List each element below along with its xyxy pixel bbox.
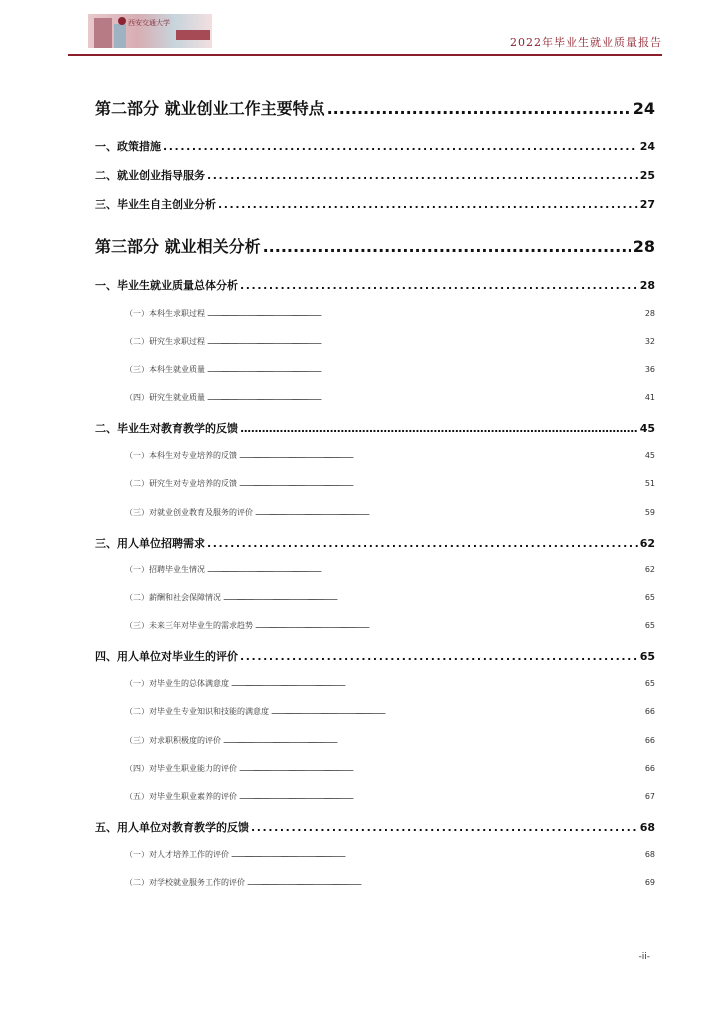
header-divider bbox=[68, 54, 662, 56]
logo-building-graphic-secondary bbox=[114, 24, 126, 48]
toc-leader-dots bbox=[207, 367, 643, 374]
toc-leader-dots bbox=[223, 738, 643, 745]
toc-leader-dots bbox=[239, 481, 643, 488]
toc-subentry[interactable] bbox=[125, 308, 655, 319]
toc-leader-dots bbox=[218, 198, 638, 211]
toc-entry-part-three[interactable] bbox=[95, 234, 655, 257]
logo-text: 西安交通大学 bbox=[128, 19, 170, 27]
logo-building-graphic bbox=[94, 18, 112, 48]
toc-leader-dots bbox=[207, 339, 643, 346]
toc-entry-title: 二、就业创业指导服务 bbox=[95, 169, 205, 182]
toc-subentry[interactable] bbox=[125, 735, 655, 746]
toc-entry-page: 68 bbox=[639, 821, 655, 834]
toc-entry-title: 一、毕业生就业质量总体分析 bbox=[95, 279, 238, 292]
toc-entry-title: 三、毕业生自主创业分析 bbox=[95, 198, 216, 211]
toc-leader-dots bbox=[207, 311, 643, 318]
toc-leader-dots bbox=[239, 766, 643, 773]
toc-entry-page: 62 bbox=[639, 537, 655, 550]
toc-entry-title: （五）对毕业生职业素养的评价 bbox=[125, 792, 237, 801]
toc-entry-title: 第三部分 就业相关分析 bbox=[95, 237, 261, 256]
toc-entry[interactable] bbox=[95, 420, 655, 436]
toc-subentry[interactable] bbox=[125, 877, 655, 888]
toc-entry[interactable] bbox=[95, 196, 655, 212]
toc-entry-title: （一）招聘毕业生情况 bbox=[125, 565, 205, 574]
toc-subentry[interactable] bbox=[125, 763, 655, 774]
toc-leader-dots bbox=[207, 169, 638, 182]
toc-subentry[interactable] bbox=[125, 564, 655, 575]
toc-entry-page: 41 bbox=[644, 393, 655, 402]
toc-entry-page: 65 bbox=[639, 650, 655, 663]
toc-entry-title: （一）对毕业生的总体满意度 bbox=[125, 679, 229, 688]
toc-entry-page: 51 bbox=[644, 479, 655, 488]
toc-leader-dots bbox=[240, 650, 638, 663]
toc-entry[interactable] bbox=[95, 277, 655, 293]
logo-gate-graphic bbox=[176, 30, 210, 40]
toc-entry-page: 25 bbox=[639, 169, 655, 182]
toc-subentry[interactable] bbox=[125, 336, 655, 347]
toc-entry-page: 27 bbox=[639, 198, 655, 211]
toc-leader-dots bbox=[255, 510, 643, 517]
toc-entry-page: 66 bbox=[644, 764, 655, 773]
toc-subentry[interactable] bbox=[125, 706, 655, 717]
toc-entry-title: 四、用人单位对毕业生的评价 bbox=[95, 650, 238, 663]
toc-entry-page: 36 bbox=[644, 365, 655, 374]
toc-entry-title: （一）对人才培养工作的评价 bbox=[125, 850, 229, 859]
toc-subentry[interactable] bbox=[125, 678, 655, 689]
toc-entry-title: （四）对毕业生职业能力的评价 bbox=[125, 764, 237, 773]
toc-entry[interactable] bbox=[95, 819, 655, 835]
toc-entry-page: 67 bbox=[644, 792, 655, 801]
toc-leader-dots bbox=[231, 681, 643, 688]
toc-entry-title: （三）对就业创业教育及服务的评价 bbox=[125, 508, 253, 517]
toc-entry[interactable] bbox=[95, 138, 655, 154]
toc-entry-title: 三、用人单位招聘需求 bbox=[95, 537, 205, 550]
toc-leader-dots bbox=[247, 880, 643, 887]
page-number: -ii- bbox=[638, 952, 650, 962]
toc-subentry[interactable] bbox=[125, 364, 655, 375]
toc-leader-dots bbox=[263, 237, 631, 256]
toc-entry-page: 62 bbox=[644, 565, 655, 574]
toc-entry-page: 68 bbox=[644, 850, 655, 859]
toc-entry-part-two[interactable] bbox=[95, 96, 655, 119]
toc-leader-dots bbox=[240, 422, 638, 435]
toc-leader-dots bbox=[207, 567, 643, 574]
toc-leader-dots bbox=[239, 453, 643, 460]
toc-entry-title: （二）研究生求职过程 bbox=[125, 337, 205, 346]
toc-entry-page: 69 bbox=[644, 878, 655, 887]
toc-entry-page: 28 bbox=[639, 279, 655, 292]
toc-subentry[interactable] bbox=[125, 450, 655, 461]
toc-entry-title: 二、毕业生对教育教学的反馈 bbox=[95, 422, 238, 435]
toc-entry-title: （四）研究生就业质量 bbox=[125, 393, 205, 402]
toc-entry-page: 24 bbox=[639, 140, 655, 153]
toc-entry-title: （三）对求职积极度的评价 bbox=[125, 736, 221, 745]
toc-entry-page: 66 bbox=[644, 736, 655, 745]
toc-leader-dots bbox=[271, 709, 643, 716]
toc-entry-title: （一）本科生对专业培养的反馈 bbox=[125, 451, 237, 460]
toc-entry-page: 65 bbox=[644, 621, 655, 630]
toc-leader-dots bbox=[223, 595, 643, 602]
toc-entry-title: 一、政策措施 bbox=[95, 140, 161, 153]
toc-subentry[interactable] bbox=[125, 849, 655, 860]
toc-entry-title: （二）研究生对专业培养的反馈 bbox=[125, 479, 237, 488]
toc-entry-title: （二）对学校就业服务工作的评价 bbox=[125, 878, 245, 887]
toc-entry-page: 32 bbox=[644, 337, 655, 346]
page-header bbox=[0, 0, 724, 60]
toc-entry-title: （一）本科生求职过程 bbox=[125, 309, 205, 318]
toc-entry-page: 59 bbox=[644, 508, 655, 517]
toc-entry-page: 65 bbox=[644, 679, 655, 688]
toc-entry-title: （二）薪酬和社会保障情况 bbox=[125, 593, 221, 602]
toc-leader-dots bbox=[231, 852, 643, 859]
toc-entry-page: 65 bbox=[644, 593, 655, 602]
toc-subentry[interactable] bbox=[125, 507, 655, 518]
toc-entry[interactable] bbox=[95, 535, 655, 551]
toc-entry-title: 五、用人单位对教育教学的反馈 bbox=[95, 821, 249, 834]
toc-entry-title: （二）对毕业生专业知识和技能的满意度 bbox=[125, 707, 269, 716]
toc-subentry[interactable] bbox=[125, 592, 655, 603]
toc-entry-title: 第二部分 就业创业工作主要特点 bbox=[95, 99, 325, 118]
toc-entry-page: 66 bbox=[644, 707, 655, 716]
toc-leader-dots bbox=[207, 395, 643, 402]
university-logo bbox=[88, 14, 212, 48]
toc-leader-dots bbox=[255, 623, 643, 630]
toc-entry-page: 24 bbox=[632, 99, 655, 118]
toc-leader-dots bbox=[251, 821, 638, 834]
toc-subentry[interactable] bbox=[125, 392, 655, 403]
toc-entry-title: （三）本科生就业质量 bbox=[125, 365, 205, 374]
toc-subentry[interactable] bbox=[125, 791, 655, 802]
logo-seal-icon bbox=[118, 17, 126, 25]
report-title: 2022年毕业生就业质量报告 bbox=[510, 36, 662, 49]
toc-leader-dots bbox=[239, 794, 643, 801]
toc-entry-page: 28 bbox=[644, 309, 655, 318]
toc-entry-page: 45 bbox=[639, 422, 655, 435]
toc-leader-dots bbox=[240, 279, 638, 292]
toc-entry[interactable] bbox=[95, 648, 655, 664]
toc-leader-dots bbox=[163, 140, 638, 153]
toc-subentry[interactable] bbox=[125, 620, 655, 631]
toc-leader-dots bbox=[207, 537, 638, 550]
toc-entry[interactable] bbox=[95, 167, 655, 183]
toc-entry-page: 28 bbox=[632, 237, 655, 256]
toc-entry-title: （三）未来三年对毕业生的需求趋势 bbox=[125, 621, 253, 630]
toc-subentry[interactable] bbox=[125, 478, 655, 489]
toc-entry-page: 45 bbox=[644, 451, 655, 460]
toc-leader-dots bbox=[327, 99, 631, 118]
